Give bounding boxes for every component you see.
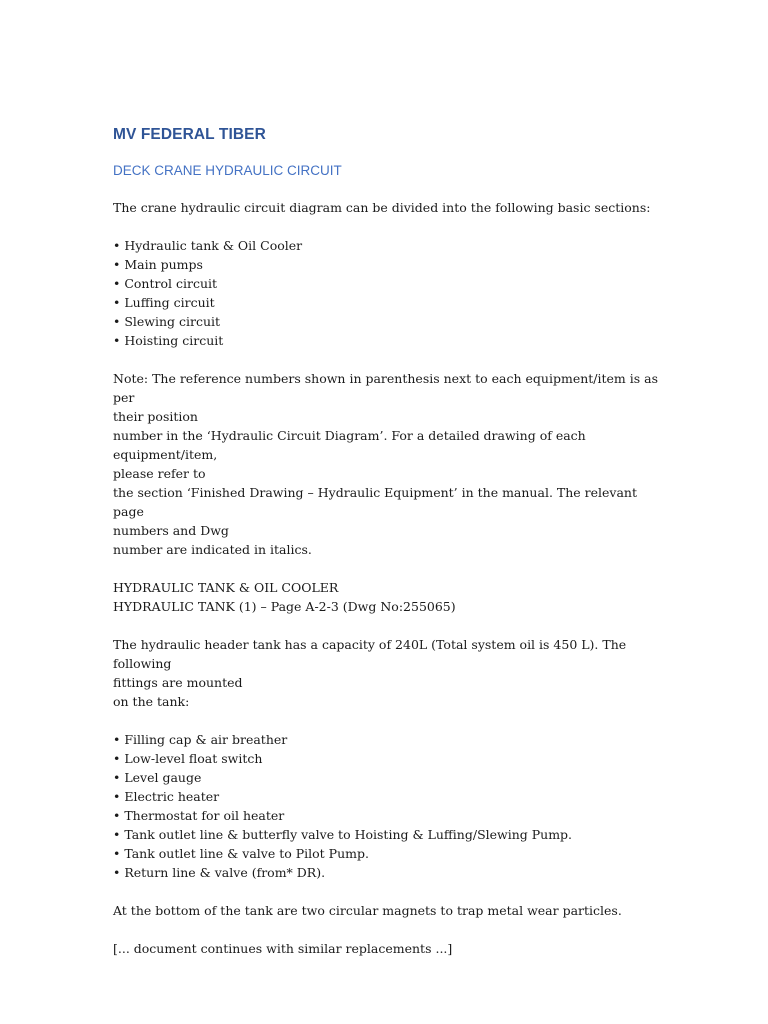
capacity-line: on the tank: <box>113 694 190 709</box>
note-paragraph <box>113 369 658 559</box>
list-item: • Filling cap & air breather <box>113 732 288 747</box>
list-item: • Slewing circuit <box>113 314 221 329</box>
list-item: • Hoisting circuit <box>113 333 224 348</box>
bottom-paragraph: At the bottom of the tank are two circular magnets to trap metal wear particles. <box>113 903 622 918</box>
list-item: • Electric heater <box>113 789 220 804</box>
document-title: MV FEDERAL TIBER <box>113 126 266 143</box>
list-item: • Return line & valve (from* DR). <box>113 865 326 880</box>
list-item: • Control circuit <box>113 276 218 291</box>
list-item: • Level gauge <box>113 770 202 785</box>
sections-list <box>113 236 658 350</box>
section-heading: HYDRAULIC TANK (1) – Page A-2-3 (Dwg No:255065) <box>113 599 456 614</box>
section-heading: HYDRAULIC TANK & OIL COOLER <box>113 580 339 595</box>
note-line: number are indicated in italics. <box>113 542 312 557</box>
note-line: numbers and Dwg <box>113 523 229 538</box>
list-item: • Thermostat for oil heater <box>113 808 285 823</box>
note-line: Note: The reference numbers shown in parenthesis next to each equipment/item is as per <box>113 371 658 405</box>
list-item: • Tank outlet line & valve to Pilot Pump. <box>113 846 369 861</box>
capacity-line: The hydraulic header tank has a capacity of 240L (Total system oil is 450 L). The following <box>113 637 627 671</box>
section-headings <box>113 578 658 616</box>
list-item: • Main pumps <box>113 257 203 272</box>
note-line: the section ‘Finished Drawing – Hydraulic Equipment’ in the manual. The relevant page <box>113 485 637 519</box>
list-item: • Tank outlet line & butterfly valve to Hoisting & Luffing/Slewing Pump. <box>113 827 573 842</box>
capacity-paragraph <box>113 635 658 711</box>
list-item: • Low-level float switch <box>113 751 263 766</box>
list-item: • Hydraulic tank & Oil Cooler <box>113 238 303 253</box>
fittings-list <box>113 730 658 882</box>
capacity-line: fittings are mounted <box>113 675 243 690</box>
continuation-note: [... document continues with similar replacements ...] <box>113 941 453 956</box>
note-line: number in the ‘Hydraulic Circuit Diagram’. For a detailed drawing of each equipment/item, <box>113 428 586 462</box>
document-subtitle: DECK CRANE HYDRAULIC CIRCUIT <box>113 163 342 178</box>
note-line: please refer to <box>113 466 206 481</box>
list-item: • Luffing circuit <box>113 295 215 310</box>
intro-paragraph: The crane hydraulic circuit diagram can be divided into the following basic sections: <box>113 200 651 215</box>
document-page <box>113 125 658 958</box>
note-line: their position <box>113 409 198 424</box>
